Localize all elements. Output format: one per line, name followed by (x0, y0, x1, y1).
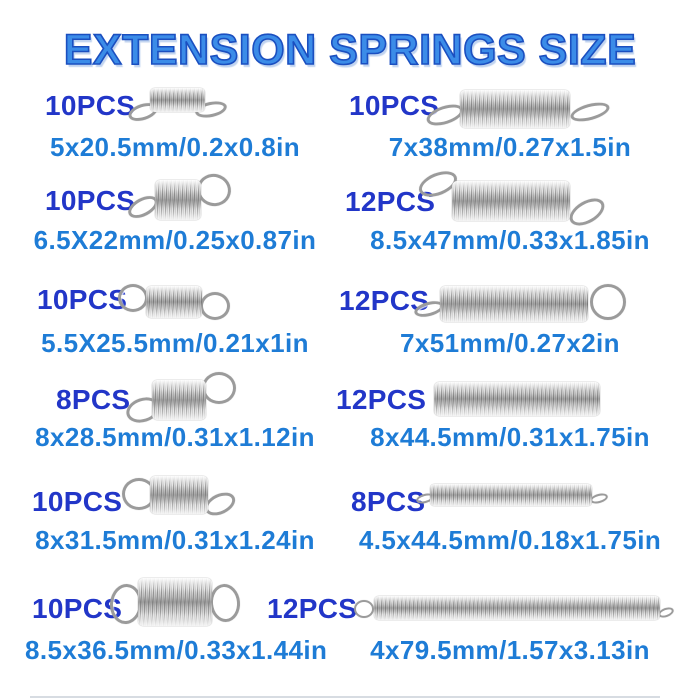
spring-coil-body (150, 88, 205, 112)
spring-icon (118, 280, 230, 324)
spring-hook (118, 284, 148, 312)
dimension-label: 8x28.5mm/0.31x1.12in (35, 422, 315, 452)
spring-icon (426, 86, 626, 136)
quantity-label: 12PCS (267, 593, 358, 624)
quantity-label: 12PCS (339, 285, 430, 316)
quantity-label: 10PCS (45, 185, 136, 216)
spring-icon (414, 278, 628, 328)
quantity-label: 10PCS (37, 284, 128, 315)
spring-icon (416, 173, 614, 229)
spring-coil-body (155, 180, 201, 220)
dimension-label: 4.5x44.5mm/0.18x1.75in (358, 525, 662, 555)
spring-icon (110, 566, 242, 634)
dimension-label: 5x20.5mm/0.2x0.8in (49, 132, 301, 162)
spring-hook (200, 292, 230, 320)
spring-icon (416, 478, 606, 512)
spring-coil-body (146, 286, 202, 318)
dimension-label: 7x38mm/0.27x1.5in (388, 132, 632, 162)
spring-icon (354, 590, 676, 626)
spring-icon (432, 380, 604, 418)
spring-coil-body (150, 476, 208, 514)
spring-coil-body (152, 380, 206, 420)
quantity-label: 12PCS (345, 186, 436, 217)
spring-hook (590, 284, 626, 320)
quantity-label: 12PCS (336, 384, 427, 415)
spring-icon (125, 172, 237, 228)
spring-hook (202, 372, 236, 404)
spring-icon (122, 470, 238, 520)
spring-hook (208, 583, 241, 623)
spring-icon (126, 372, 238, 426)
spring-hook (589, 492, 609, 505)
spring-coil-body (374, 596, 660, 620)
spring-coil-body (434, 382, 600, 416)
dimension-label: 8x44.5mm/0.31x1.75in (370, 422, 650, 452)
page-title: EXTENSION SPRINGS SIZE (63, 26, 637, 74)
spring-hook (354, 600, 374, 618)
spring-coil-body (460, 90, 570, 128)
spring-coil-body (452, 181, 570, 221)
bottom-divider-line (30, 696, 660, 698)
quantity-label: 8PCS (56, 384, 131, 415)
dimension-label: 8.5x36.5mm/0.33x1.44in (25, 635, 328, 665)
spring-coil-body (430, 484, 592, 506)
spring-icon (125, 84, 230, 128)
quantity-label: 8PCS (351, 486, 426, 517)
spring-coil-body (138, 578, 212, 626)
quantity-label: 10PCS (32, 486, 123, 517)
dimension-label: 8x31.5mm/0.31x1.24in (35, 525, 315, 555)
quantity-label: 10PCS (45, 90, 136, 121)
quantity-label: 10PCS (349, 90, 440, 121)
dimension-label: 6.5X22mm/0.25x0.87in (33, 225, 317, 255)
spring-hook (569, 99, 612, 125)
spring-coil-body (440, 286, 588, 322)
dimension-label: 8.5x47mm/0.33x1.85in (370, 225, 650, 255)
dimension-label: 5.5X25.5mm/0.21x1in (41, 328, 309, 358)
dimension-label: 7x51mm/0.27x2in (400, 328, 620, 358)
quantity-label: 10PCS (32, 593, 123, 624)
dimension-label: 4x79.5mm/1.57x3.13in (370, 635, 650, 665)
